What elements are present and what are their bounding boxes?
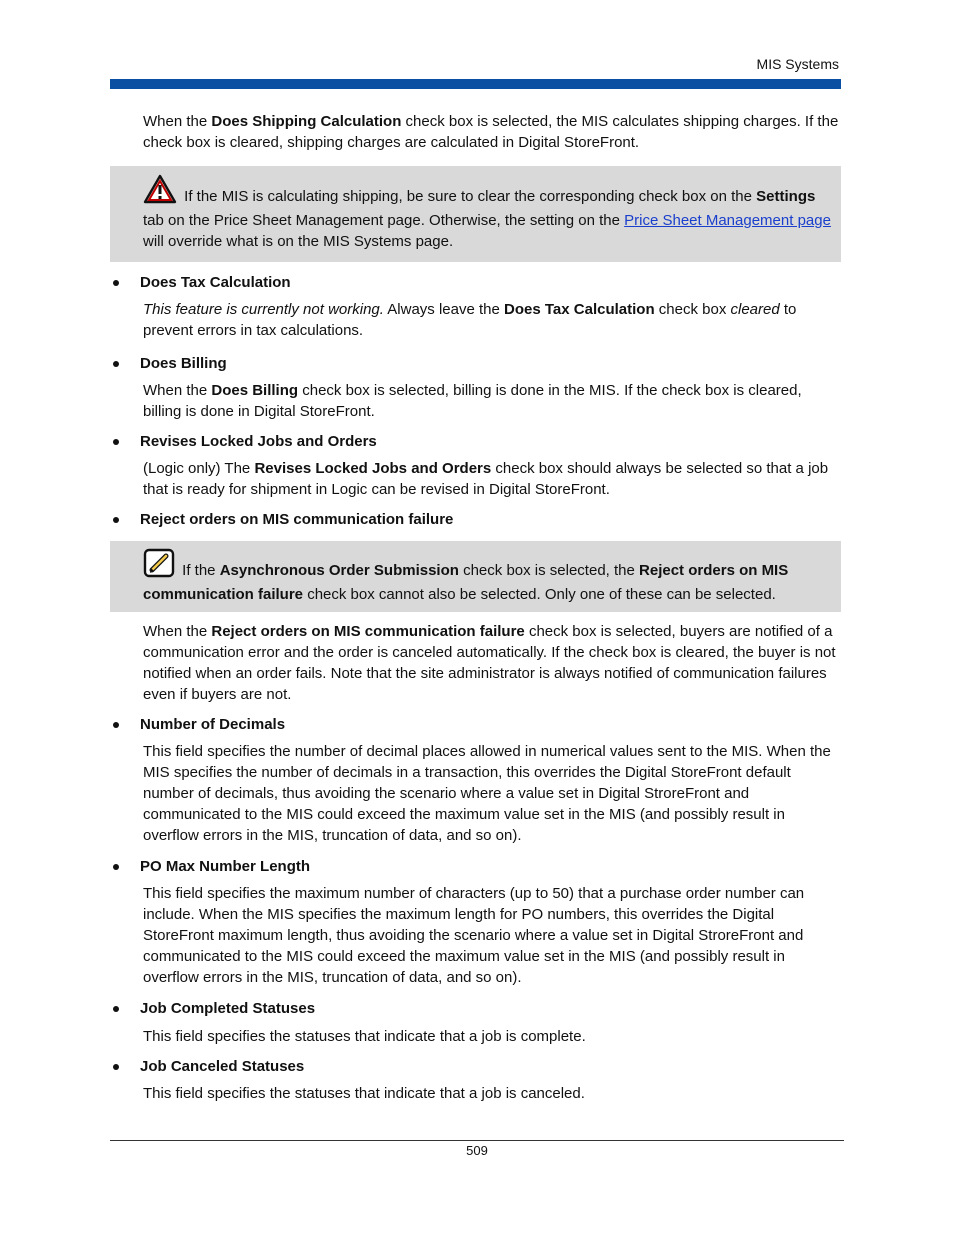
page-number: 509 [466,1143,488,1158]
page-content [110,111,841,1104]
bullet-po-max-length: PO Max Number Length [110,856,841,877]
footer-rule [110,1140,844,1141]
decimals-paragraph: This field specifies the number of decimal places allowed in numerical values sent to the MIS. When the MIS specifies the number of decimals in a transaction, this overrides the Digital StoreFront default number of decimals, thus avoiding the scenario where a value set in Digital StroreFront and communicated to the MIS could exceed the maximum value set in the MIS (and possibly result in overflow errors in the MIS, truncation of data, and so on). [143,743,831,844]
bullet-reject-orders: Reject orders on MIS communication failure [110,509,841,530]
bullet-revises-locked: Revises Locked Jobs and Orders [110,431,841,452]
price-sheet-management-link[interactable]: Price Sheet Management page [624,212,831,229]
billing-paragraph: When the Does Billing check box is selected, billing is done in the MIS. If the check box is cleared, billing is done in Digital StoreFront. [143,382,802,420]
bullet-billing: Does Billing [110,353,841,374]
tax-paragraph: This feature is currently not working. Always leave the Does Tax Calculation check box cleared to prevent errors in tax calculations. [143,301,797,339]
po-paragraph: This field specifies the maximum number of characters (up to 50) that a purchase order number can include. When the MIS specifies the maximum length for PO numbers, this overrides the Digital StoreFront maximum length, thus avoiding the scenario where a value set in Digital StroreFront and communicated to the MIS could exceed the maximum value set in the MIS (and possibly result in overflow errors in the MIS, truncation of data, and so on). [143,885,805,986]
warning-callout [110,166,841,262]
bullet-number-of-decimals: Number of Decimals [110,714,841,735]
bullet-tax-calculation: Does Tax Calculation [110,272,841,293]
bullet-job-completed: Job Completed Statuses [110,998,841,1019]
revises-paragraph: (Logic only) The Revises Locked Jobs and Orders check box should always be selected so that a job that is ready for shipment in Logic can be revised in Digital StoreFront. [143,460,829,498]
completed-paragraph: This field specifies the statuses that indicate that a job is complete. [143,1028,586,1045]
warning-icon [143,174,177,210]
shipping-paragraph: When the Does Shipping Calculation check box is selected, the MIS calculates shipping charges. If the check box is cleared, shipping charges are calculated in Digital StoreFront. [143,113,839,151]
running-header: MIS Systems [756,56,839,72]
reject-paragraph: When the Reject orders on MIS communication failure check box is selected, buyers are notified of a communication error and the order is canceled automatically. If the check box is cleared, the buyer is not notified when an order fails. Note that the site administrator is always notified of communication failures even if buyers are not. [143,623,836,703]
note-callout [110,541,841,612]
note-pencil-icon [143,548,175,584]
bullet-job-canceled: Job Canceled Statuses [110,1056,841,1077]
canceled-paragraph: This field specifies the statuses that indicate that a job is canceled. [143,1085,585,1102]
header-bar [110,79,841,89]
note-text: If the Asynchronous Order Submission check box is selected, the Reject orders on MIS communication failure check box cannot also be selected. Only one of these can be selected. [143,548,833,605]
warning-text: If the MIS is calculating shipping, be sure to clear the corresponding check box on the Settings tab on the Price Sheet Management page. Otherwise, the setting on the Price Sheet Management page will override what is on the MIS Systems page. [143,174,833,252]
